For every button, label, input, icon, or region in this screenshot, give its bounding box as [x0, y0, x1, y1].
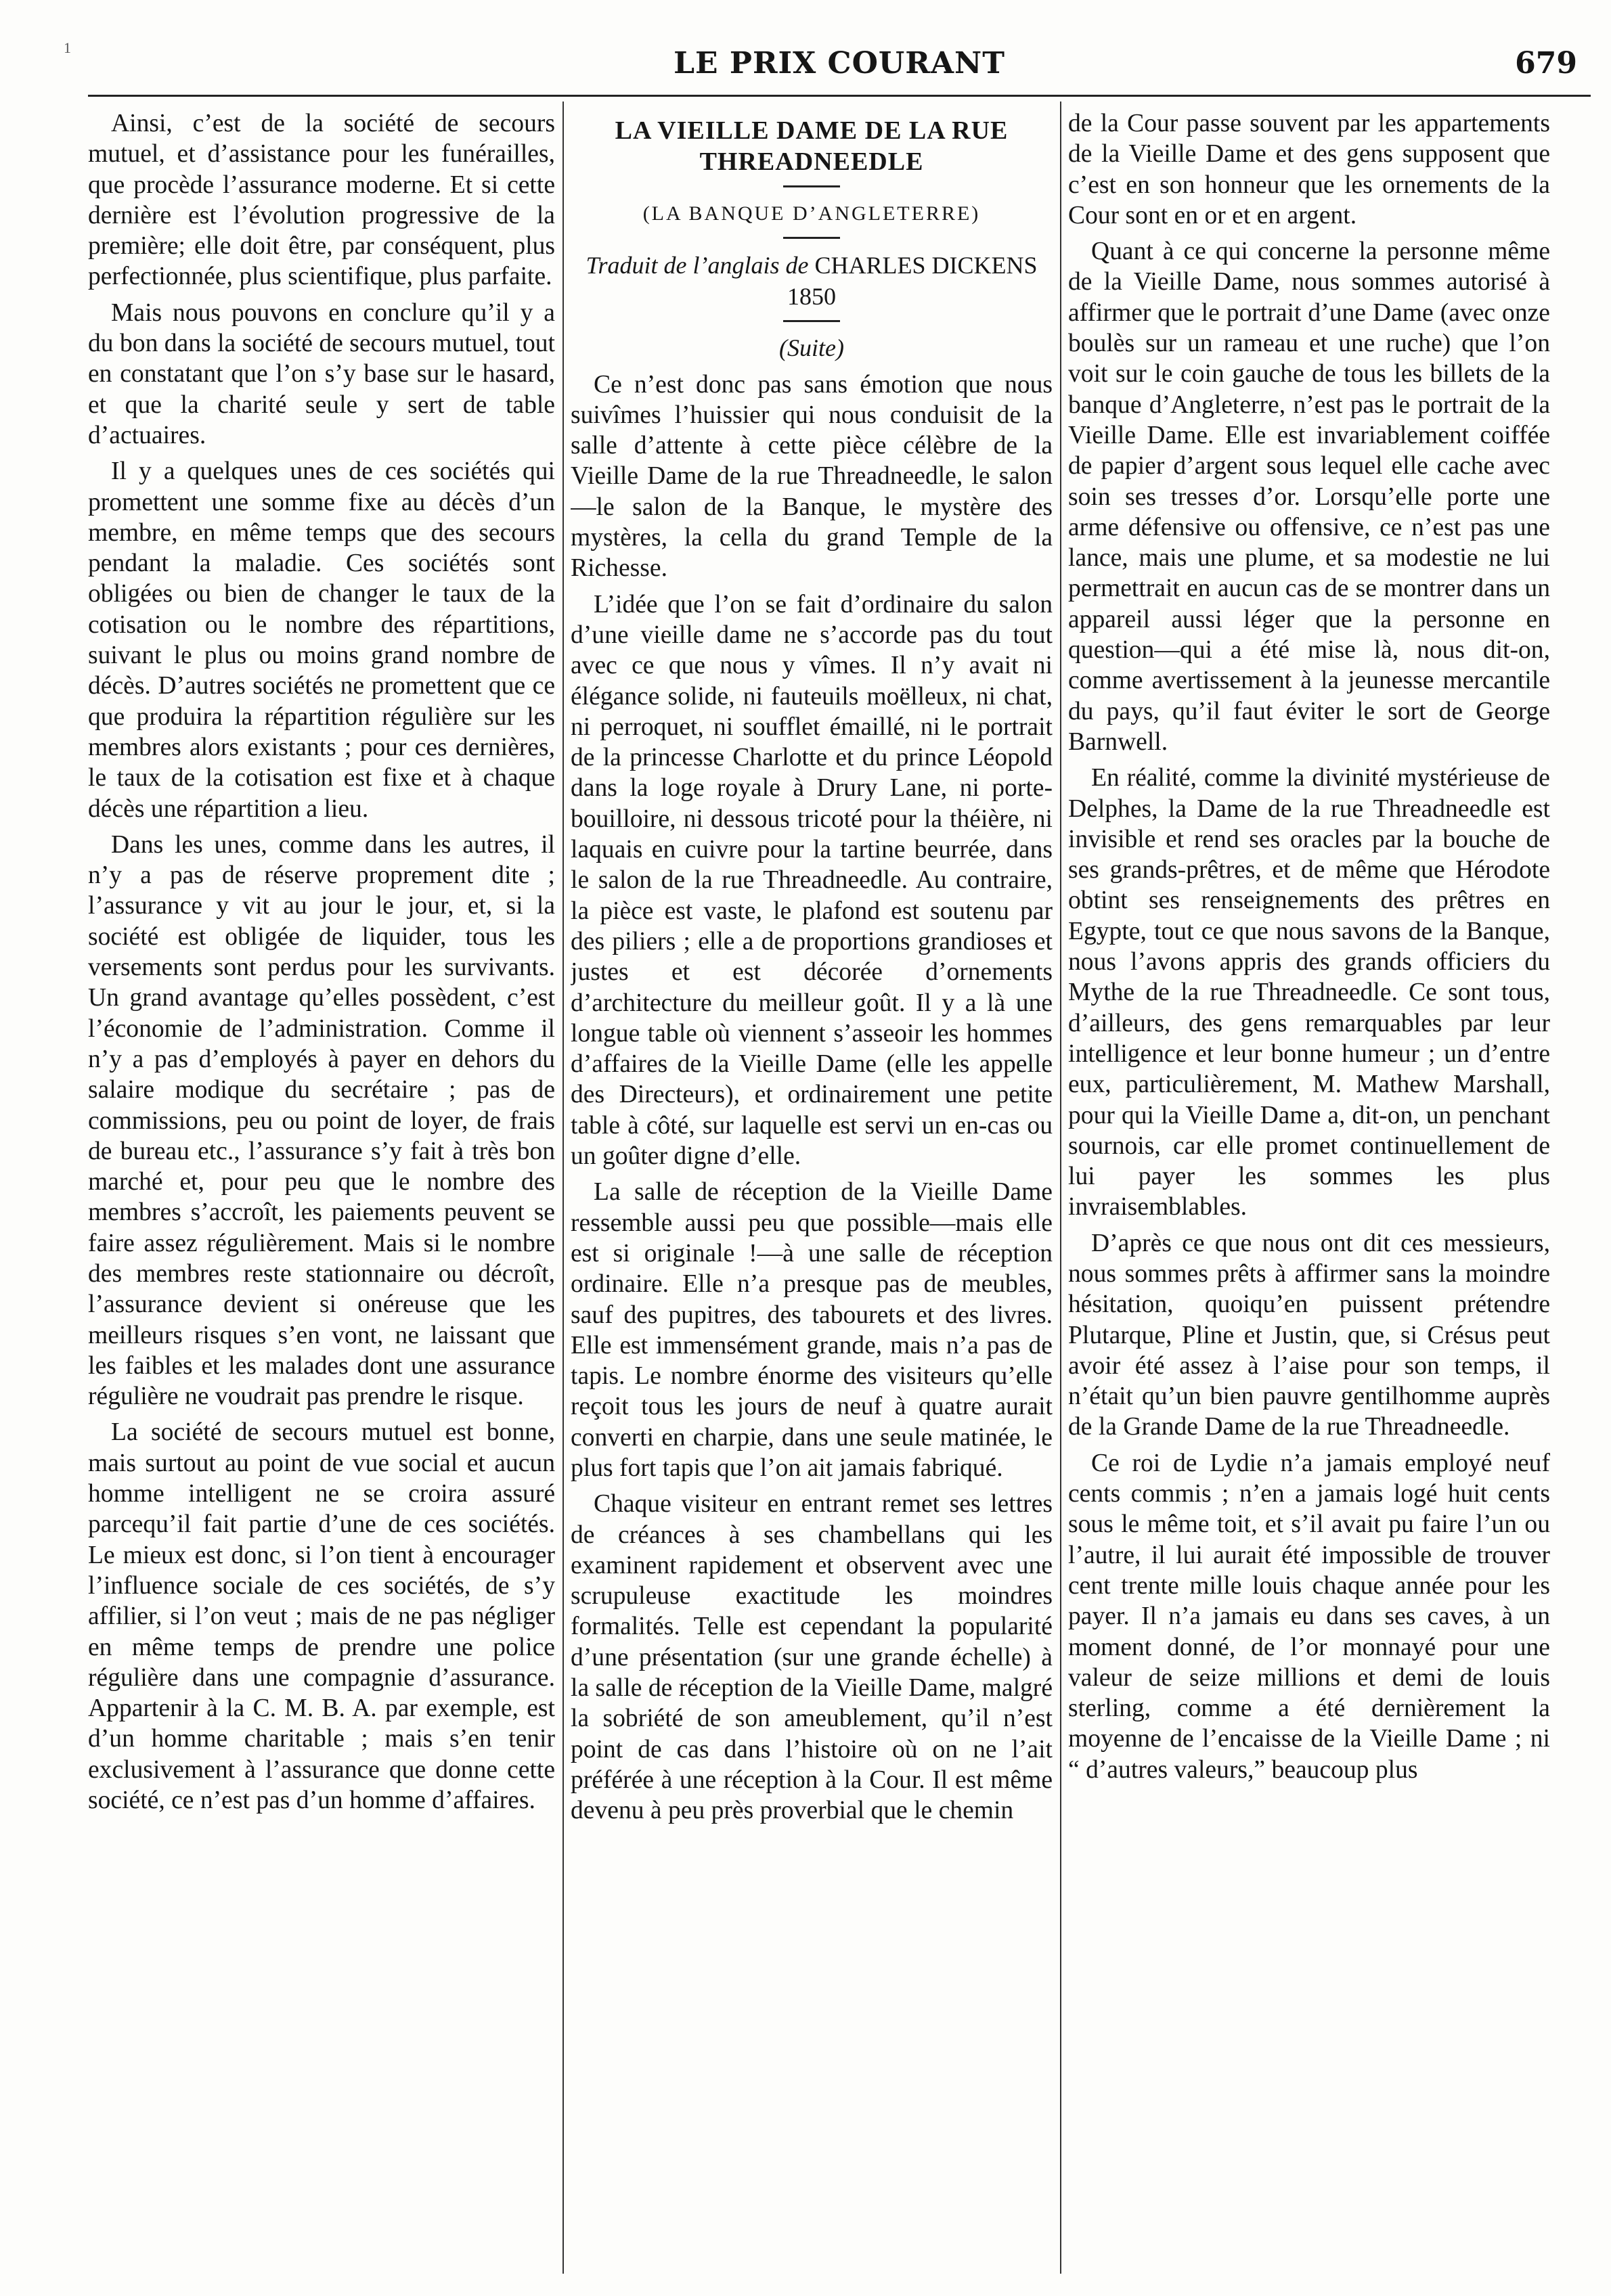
credit-rule — [783, 320, 840, 322]
paragraph: Quant à ce qui concerne la personne même de la Vieille Dame, nous sommes autorisé à affirmer que le portrait d’une Dame (avec onze boulès sur un rameau et une ruche) que l’on voit sur le coin gauche de tous les billets de la banque d’Angleterre, n’est pas le portrait de la Vieille Dame. Elle est invariablement coiffée de papier d’argent sous lequel elle cache avec soin ses tresses d’or. Lorsqu’elle porte une arme défensive ou offensive, ce n’est pas une lance, mais une plume, et sa modestie ne lui permettrait en aucun cas de se montrer dans un appareil aussi léger que la personne en question—qui a été mise là, nous dit-on, comme avertissement à la jeunesse mercantile du pays, qu’il faut éviter le sort de George Barnwell. — [1068, 238, 1550, 756]
article-subtitle: (LA BANQUE D’ANGLETERRE) — [642, 202, 981, 225]
masthead-title: LE PRIX COURANT — [674, 46, 1005, 81]
paragraph: Chaque visiteur en entrant remet ses lettres de créances à ses chambellans qui les examinent rapidement et observent avec une scrupuleuse exactitude les moindres formalités. Telle est cependant la popularité d’une présentation (sur une grande échelle) à la salle de réception de la Vieille Dame, malgré la sobriété de son ameublement, qu’il n’est point de cas dans l’histoire où on ne l’ait préférée à une réception à la Cour. Il est même devenu à peu près proverbial que le chemin — [571, 1490, 1053, 1825]
paragraph: D’après ce que nous ont dit ces messieurs, nous sommes prêts à affirmer sans la moindre hésitation, quoiqu’en puissent prétendre Plutarque, Pline et Justin, que, si Crésus peut avoir été assez à l’aise pour son temps, il n’était qu’un bien pauvre gentilhomme auprès de la Grande Dame de la rue Threadneedle. — [1068, 1229, 1550, 1441]
paragraph: Il y a quelques unes de ces sociétés qui promettent une somme fixe au décès d’un membre, en même temps que des secours pendant la maladie. Ces sociétés sont obligées ou bien de changer le taux de la cotisation ou le nombre des répartitions, suivant le plus ou moins grand nombre de décès. D’autres sociétés ne promettent que ce que produira la répartition régulière sur les membres alors existants ; pour ces dernières, le taux de la cotisation est fixe et à chaque décès une répartition a lieu. — [88, 457, 555, 823]
subtitle-rule — [783, 237, 840, 239]
credit-author: CHARLES DICKENS 1850 — [787, 252, 1038, 311]
credit-prefix: Traduit de l’anglais de — [586, 252, 809, 279]
paragraph: Ce roi de Lydie n’a jamais employé neuf cents commis ; n’en a jamais logé huit cents sous le même toit, et s’il avait pu faire l’un ou l’autre, il lui aurait été impossible de trouver cent trente mille louis chaque année pour les payer. Il n’a jamais eu dans ses caves, à un moment donné, de l’or monnayé pour une valeur de seize millions et demi de louis sterling, comme a été dernièrement la moyenne de l’encaisse de la Vieille Dame ; ni “ d’autres valeurs,” beaucoup plus — [1068, 1449, 1550, 1784]
article-credit — [571, 250, 1053, 312]
paragraph: En réalité, comme la divinité mystérieuse de Delphes, la Dame de la rue Threadneedle est invisible et rend ses oracles par la bouche de ses grands-prêtres, et de même que Hérodote obtint ses renseignements des prêtres en Egypte, tout ce que nous savons de la Banque, nous l’avons appris des grands officiers du Mythe de la rue Threadneedle. Ce sont tous, d’ailleurs, des gens remarquables par leur intelligence et leur bonne humeur ; un d’entre eux, particulièrement, M. Mathew Marshall, pour qui la Vieille Dame a, dit-on, un penchant sournois, car elle promet continuellement de lui payer les sommes les plus invraisemblables. — [1068, 764, 1550, 1221]
column-divider-1 — [562, 102, 564, 2274]
paragraph: Mais nous pouvons en conclure qu’il y a du bon dans la société de secours mutuel, tout en constatant que l’on s’y base sur le hasard, et que la charité seule y sert de table d’actuaires. — [88, 298, 555, 449]
column-divider-2 — [1060, 102, 1061, 2274]
paragraph: Dans les unes, comme dans les autres, il n’y a pas de réserve proprement dite ; l’assurance y vit au jour le jour, et, si la société est obligée de liquider, tous les versements sont perdus pour les survivants. Un grand avantage qu’elles possèdent, c’est l’économie de l’administration. Comme il n’y a pas d’employés à payer en dehors du salaire modique du secrétaire ; pas de commissions, peu ou point de loyer, de frais de bureau etc., l’assurance s’y fait à très bon marché et, pour peu que le nombre des membres s’accroît, les paiements peuvent se faire assez régulièrement. Mais si le nombre des membres reste stationnaire ou décroît, l’assurance devient si onéreuse que les meilleurs risques s’en vont, ne laissant que les faibles et les malades dont une assurance régulière ne voudrait pas prendre le risque. — [88, 830, 555, 1411]
column-2 — [571, 108, 1053, 2280]
column-3 — [1068, 108, 1550, 2280]
paragraph: L’idée que l’on se fait d’ordinaire du salon d’une vieille dame ne s’accorde pas du tout avec ce que nous y vîmes. Il n’y avait ni élégance solide, ni fauteuils moëlleux, ni chat, ni perroquet, ni soufflet émaillé, ni le portrait de la princesse Charlotte et du prince Léopold dans la loge royale à Drury Lane, ni porte-bouilloire, ni dessous tricoté pour la théière, ni laquais en cuivre pour la tartine beurrée, dans le salon de la rue Threadneedle. Au contraire, la pièce est vaste, le plafond est soutenu par des piliers ; elle a de proportions grandioses et justes et est décorée d’ornements d’architecture du meilleur goût. Il y a là une longue table où viennent s’asseoir les hommes d’affaires de la Vieille Dame (elle les appelle des Directeurs), et ordinairement une petite table à côté, sur laquelle est servi un en-cas ou un goûter digne d’elle. — [571, 590, 1053, 1171]
page-corner-mark: 1 — [64, 39, 71, 56]
paragraph: Ce n’est donc pas sans émotion que nous suivîmes l’huissier qui nous conduisit de la salle d’attente à cette pièce célèbre de la Vieille Dame de la rue Threadneedle, le salon—le salon de la Banque, le mystère des mystères, la cella du grand Temple de la Richesse. — [571, 370, 1053, 583]
header-rule — [88, 95, 1591, 97]
column-1 — [88, 108, 555, 2280]
paragraph: Ainsi, c’est de la société de secours mutuel, et d’assistance pour les funérailles, que procède l’assurance moderne. Et si cette dernière est l’évolution progressive de la première; elle doit être, par conséquent, plus perfectionnée, plus scientifique, plus parfaite. — [88, 110, 555, 291]
article-continuation: (Suite) — [779, 334, 844, 362]
page-header — [88, 41, 1591, 95]
page-number: 679 — [1515, 46, 1577, 81]
paragraph: de la Cour passe souvent par les appartements de la Vieille Dame et des gens supposent que c’est en son honneur que les ornements de la Cour sont en or et en argent. — [1068, 110, 1550, 229]
title-rule — [783, 185, 840, 187]
paragraph: La salle de réception de la Vieille Dame ressemble aussi peu que possible—mais elle est si originale !—à une salle de réception ordinaire. Elle n’a presque pas de meubles, sauf des pupitres, des tabourets et des livres. Elle est immensément grande, mais n’a pas de tapis. Le nombre énorme des visiteurs qu’elle reçoit tous les jours de neuf à quatre aurait converti en charpie, dans une seule matinée, le plus fort tapis que l’on ait jamais fabriqué. — [571, 1178, 1053, 1482]
paragraph: La société de secours mutuel est bonne, mais surtout au point de vue social et aucun homme intelligent ne se croira assuré parcequ’il fait partie d’une de ces sociétés. Le mieux est donc, si l’on tient à encourager l’influence sociale de ces sociétés, de s’y affilier, si l’on veut ; mais de ne pas négliger en même temps de prendre une police régulière dans une compagnie d’assurance. Appartenir à la C. M. B. A. par exemple, est d’un homme charitable ; mais s’en tenir exclusivement à l’assurance que donne cette société, ce n’est pas d’un homme d’affaires. — [88, 1418, 555, 1815]
article-title: LA VIEILLE DAME DE LA RUE THREADNEEDLE — [615, 116, 1009, 176]
